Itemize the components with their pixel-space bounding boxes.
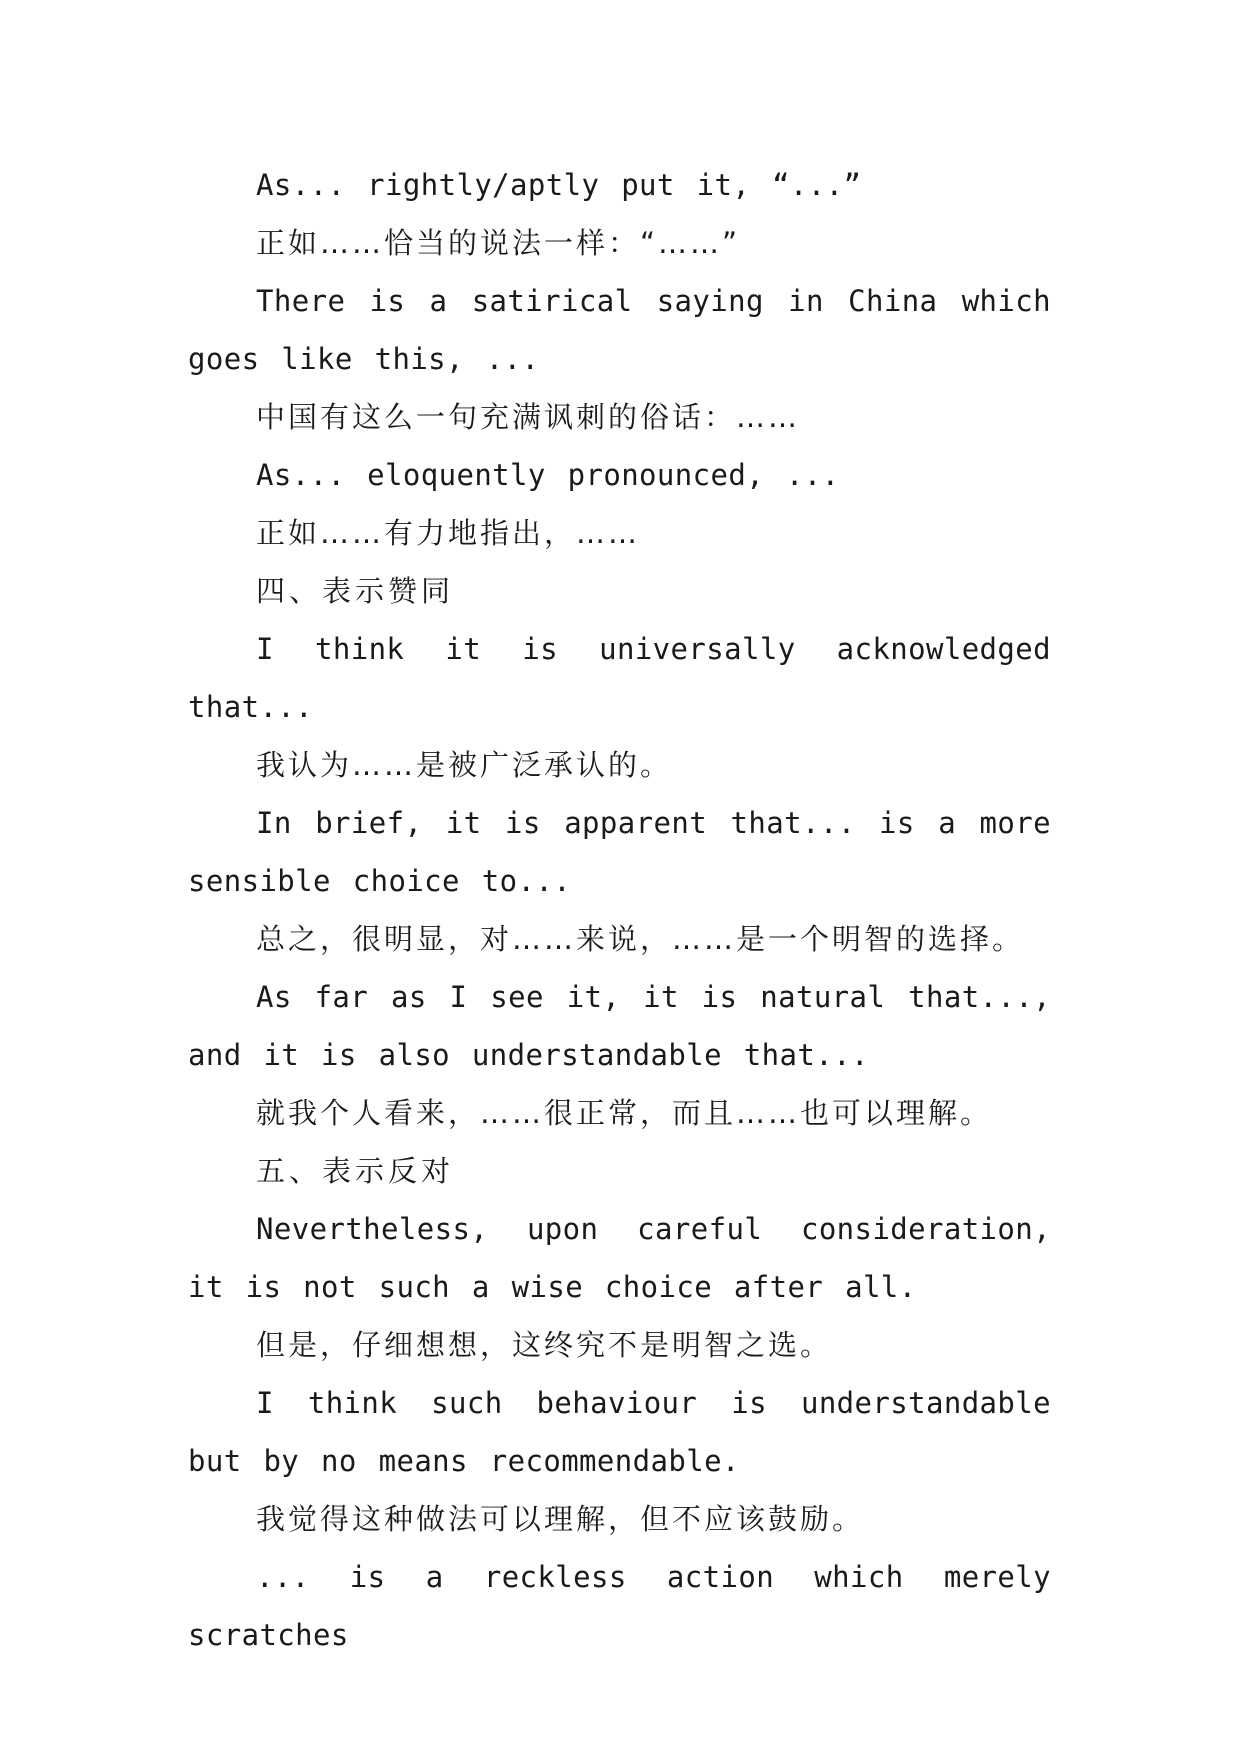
paragraph-zh: 但是，仔细想想，这终究不是明智之选。 <box>256 1328 833 1362</box>
paragraph-zh: 我认为……是被广泛承认的。 <box>256 748 673 782</box>
paragraph-en: I think such behaviour is understandable but by no means recommendable. <box>188 1386 1051 1478</box>
paragraph-en: Nevertheless, upon careful consideration, it is not such a wise choice after all. <box>188 1212 1051 1304</box>
paragraph-zh: 我觉得这种做法可以理解，但不应该鼓励。 <box>256 1502 865 1536</box>
paragraph-zh: 总之，很明显，对……来说，……是一个明智的选择。 <box>256 922 1025 956</box>
paragraph-en: I think it is universally acknowledged that... <box>188 632 1051 724</box>
document-body <box>188 156 1051 1664</box>
paragraph-zh: 正如……恰当的说法一样：“……” <box>256 226 741 260</box>
paragraph-zh: 中国有这么一句充满讽刺的俗话：…… <box>256 400 801 434</box>
section-heading-oppose: 五、表示反对 <box>256 1154 455 1188</box>
paragraph-en: As... eloquently pronounced, ... <box>256 458 840 492</box>
paragraph-en: In brief, it is apparent that... is a more sensible choice to... <box>188 806 1051 898</box>
paragraph-en: There is a satirical saying in China which goes like this, ... <box>188 284 1051 376</box>
paragraph-en: As... rightly/aptly put it, “...” <box>256 168 862 202</box>
paragraph-zh: 就我个人看来，……很正常，而且……也可以理解。 <box>256 1096 993 1130</box>
section-heading-agree: 四、表示赞同 <box>256 574 455 608</box>
paragraph-en: As far as I see it, it is natural that..., and it is also understandable that... <box>188 980 1051 1072</box>
paragraph-zh: 正如……有力地指出，…… <box>256 516 641 550</box>
paragraph-en: ... is a reckless action which merely scratches <box>188 1560 1051 1652</box>
